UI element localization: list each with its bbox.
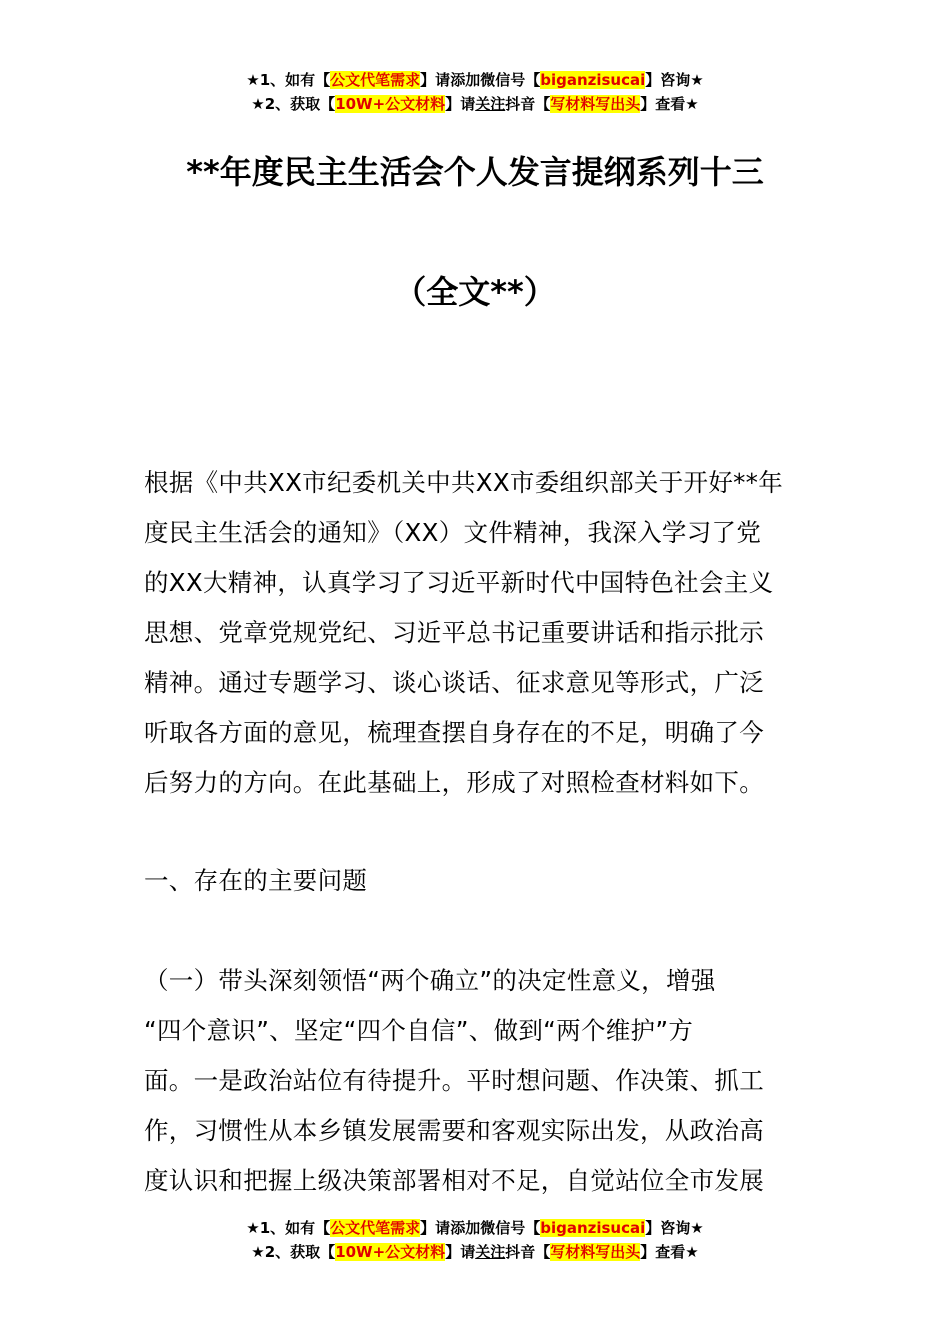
promo-wechat-id: biganzisucai bbox=[540, 71, 646, 89]
section-heading bbox=[144, 856, 808, 906]
promo-line-1 bbox=[0, 1216, 950, 1240]
paragraph-line: 根据《中共XX市纪委机关中共XX市委组织部关于开好**年 bbox=[144, 468, 784, 497]
paragraph-line: 后努力的方向。在此基础上，形成了对照检查材料如下。 bbox=[144, 768, 764, 797]
promo-text: 】查看★ bbox=[640, 1243, 699, 1261]
promo-line-2 bbox=[0, 1240, 950, 1264]
promo-text: 】请 bbox=[420, 71, 451, 89]
promo-text: ★1、如有【 bbox=[246, 71, 331, 89]
paragraph-line: 作，习惯性从本乡镇发展需要和客观实际出发，从政治高 bbox=[144, 1116, 764, 1145]
document-title-suffix: （全文**） bbox=[394, 273, 556, 311]
promo-text: ★2、获取【 bbox=[251, 95, 336, 113]
promo-text: 】咨询★ bbox=[645, 1219, 704, 1237]
promo-highlight: 公文代笔需求 bbox=[330, 1219, 421, 1237]
promo-text: ★2、获取【 bbox=[251, 1243, 336, 1261]
promo-text: 微信号【 bbox=[480, 1219, 541, 1237]
promo-highlight: 10W+公文材料 bbox=[335, 95, 446, 113]
promo-text: 抖音【 bbox=[505, 95, 551, 113]
paragraph-line: 面。一是政治站位有待提升。平时想问题、作决策、抓工 bbox=[144, 1066, 764, 1095]
paragraph-line: 度认识和把握上级决策部署相对不足，自觉站位全市发展 bbox=[144, 1166, 764, 1195]
paragraph-line: “四个意识”、坚定“四个自信”、做到“两个维护”方 bbox=[144, 1016, 694, 1045]
promo-wechat-id: biganzisucai bbox=[540, 1219, 646, 1237]
paragraph-line: （一）带头深刻领悟“两个确立”的决定性意义，增强 bbox=[144, 966, 716, 995]
promo-douyin-id: 写材料写出头 bbox=[550, 95, 641, 113]
promo-text: 】查看★ bbox=[640, 95, 699, 113]
promo-text: 关注 bbox=[475, 95, 506, 113]
promo-text: 微信号【 bbox=[480, 71, 541, 89]
paragraph-line: 精神。通过专题学习、谈心谈话、征求意见等形式，广泛 bbox=[144, 668, 764, 697]
paragraph-line: 听取各方面的意见，梳理查摆自身存在的不足，明确了今 bbox=[144, 718, 764, 747]
promo-highlight: 10W+公文材料 bbox=[335, 1243, 446, 1261]
promo-footer bbox=[0, 1216, 950, 1264]
intro-paragraph bbox=[144, 458, 808, 808]
promo-text: 添加 bbox=[450, 1219, 481, 1237]
promo-highlight: 公文代笔需求 bbox=[330, 71, 421, 89]
promo-text: 】请 bbox=[445, 1243, 476, 1261]
promo-line-1 bbox=[0, 68, 950, 92]
section-paragraph bbox=[144, 956, 808, 1206]
promo-text: 】咨询★ bbox=[645, 71, 704, 89]
promo-douyin-id: 写材料写出头 bbox=[550, 1243, 641, 1261]
promo-line-2 bbox=[0, 92, 950, 116]
promo-text: 】请 bbox=[420, 1219, 451, 1237]
section-heading-text: 一、存在的主要问题 bbox=[144, 866, 368, 895]
promo-text: ★1、如有【 bbox=[246, 1219, 331, 1237]
promo-text: 关注 bbox=[475, 1243, 506, 1261]
promo-text: 抖音【 bbox=[505, 1243, 551, 1261]
paragraph-line: 度民主生活会的通知》（XX）文件精神，我深入学习了党 bbox=[144, 518, 762, 547]
paragraph-line: 的XX大精神，认真学习了习近平新时代中国特色社会主义 bbox=[144, 568, 774, 597]
promo-header bbox=[0, 68, 950, 116]
promo-text: 】请 bbox=[445, 95, 476, 113]
document-title: **年度民主生活会个人发言提纲系列十三 bbox=[186, 153, 764, 191]
paragraph-line: 思想、党章党规党纪、习近平总书记重要讲话和指示批示 bbox=[144, 618, 764, 647]
promo-text: 添加 bbox=[450, 71, 481, 89]
